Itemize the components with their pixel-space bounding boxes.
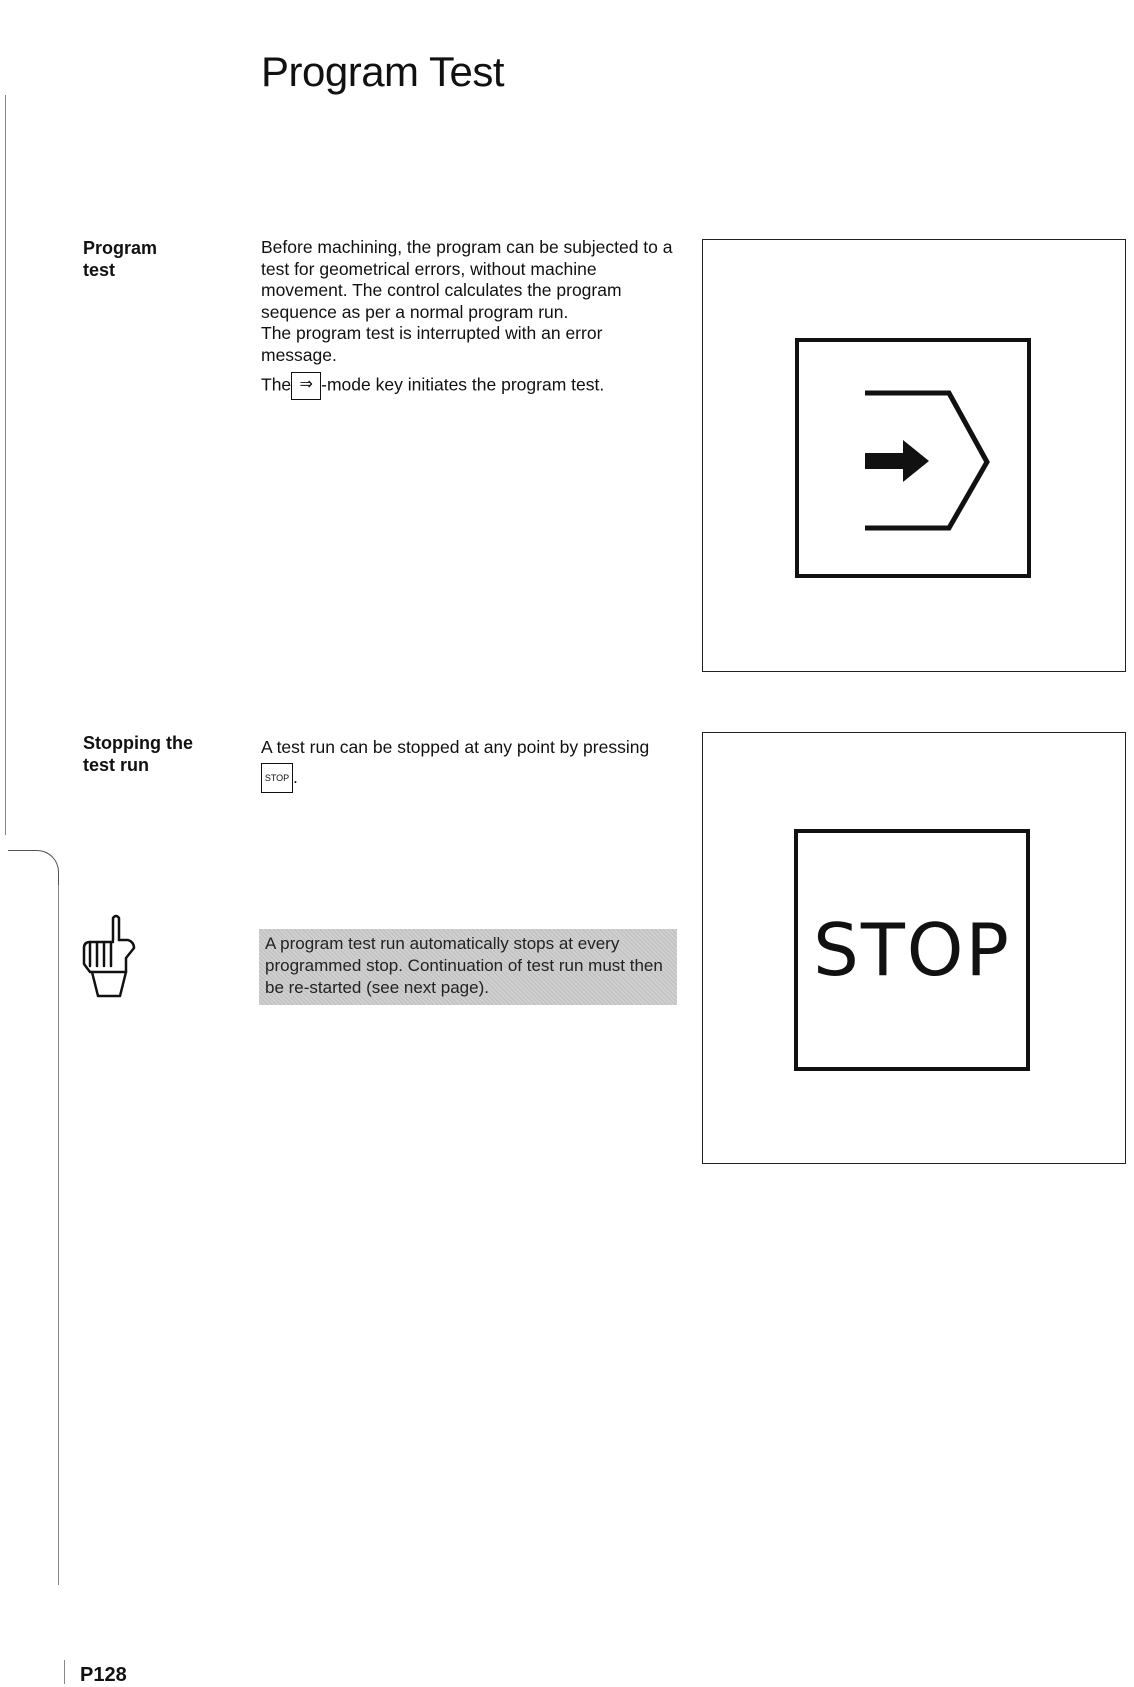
section-label-program-test: Program test — [83, 238, 158, 280]
program-test-key: ⇒ — [291, 372, 321, 400]
margin-rule-footer — [64, 1660, 65, 1684]
page-number: P128 — [80, 1664, 127, 1686]
margin-rule-bottom — [58, 885, 59, 1585]
program-test-paragraph-1: Before machining, the program can be subjected to a test for geometrical errors, without machine movement. The control calculates the program sequence as per a normal program run. — [261, 237, 673, 322]
stopping-description — [261, 732, 651, 793]
program-test-description — [261, 237, 681, 400]
stop-key-figure-label: STOP — [813, 908, 1011, 992]
stop-key-inline: STOP — [261, 763, 293, 793]
program-test-arrow-icon — [799, 342, 1027, 574]
margin-curve — [8, 850, 59, 891]
stop-figure — [702, 732, 1126, 1164]
program-test-figure — [702, 239, 1126, 672]
section-label-stopping: Stopping the test run — [83, 733, 193, 775]
stopping-text-prefix: A test run can be stopped at any point by pressing — [261, 737, 650, 757]
note-box: A program test run automatically stops at every programmed stop. Continuation of test run must then be re-started (see next page). — [259, 929, 677, 1005]
key-sentence-prefix: The — [261, 374, 292, 395]
program-test-paragraph-2: The program test is interrupted with an error message. — [261, 323, 603, 365]
program-test-key-sentence — [261, 372, 681, 400]
margin-rule-top — [5, 95, 6, 835]
key-sentence-suffix: -mode key initiates the program test. — [321, 374, 605, 395]
stop-key-illustration — [794, 829, 1030, 1071]
pointing-hand-icon — [80, 912, 144, 1004]
program-test-key-illustration — [795, 338, 1031, 578]
stopping-text-suffix: . — [293, 767, 298, 787]
page-title: Program Test — [261, 48, 504, 95]
